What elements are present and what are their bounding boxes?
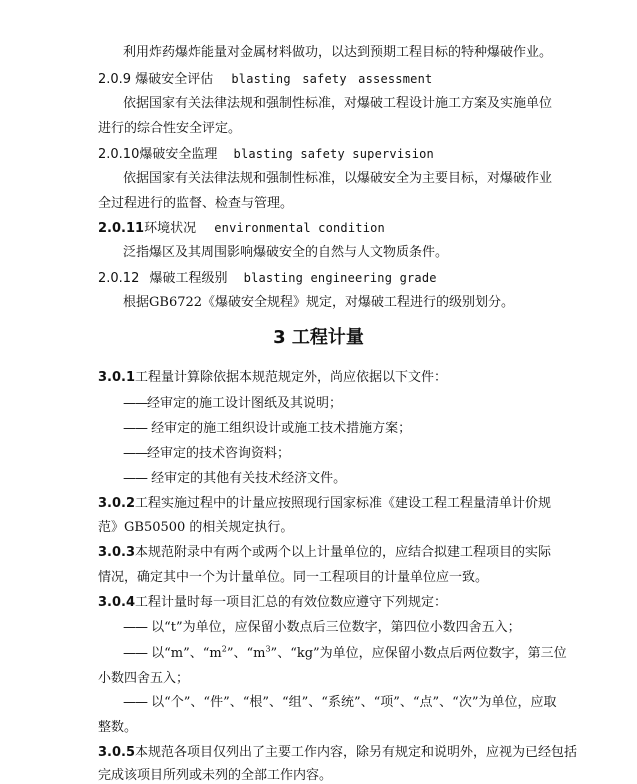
definition-body-line: 全过程进行的监督、检查与管理。 xyxy=(98,196,294,211)
clause-number: 3.0.4 xyxy=(98,595,136,610)
clause-3-0-4 xyxy=(98,595,447,611)
clause-text: 工程计量时每一项目汇总的有效位数应遵守下列规定： xyxy=(135,595,448,610)
clause-text: 本规范附录中有两个或两个以上计量单位的，应结合拟建工程项目的实际 xyxy=(135,545,552,560)
list-item xyxy=(123,695,556,711)
clause-number: 3.0.3 xyxy=(98,545,136,560)
definition-term-2-0-10 xyxy=(98,146,434,162)
clause-3-0-3 xyxy=(98,545,551,561)
term-chinese: 环境状况 xyxy=(144,221,197,236)
dash-marker: —— xyxy=(123,620,147,635)
section-heading: 3 工程计量 xyxy=(273,327,364,348)
clause-number: 2.0.11 xyxy=(98,221,145,236)
term-english: environmental condition xyxy=(214,221,385,235)
clause-number: 3.0.2 xyxy=(98,496,136,511)
term-chinese: 爆破工程级别 xyxy=(149,271,228,286)
list-item-text: 经审定的施工组织设计或施工技术措施方案； xyxy=(147,421,412,436)
list-item-text: 经审定的技术咨询资料； xyxy=(147,446,291,461)
clause-3-0-2 xyxy=(98,496,551,512)
clause-continuation: 完成该项目所列或未列的全部工作内容。 xyxy=(98,768,333,783)
clause-continuation: 范》GB50500 的相关规定执行。 xyxy=(98,520,294,535)
definition-body-line: 根据GB6722《爆破安全规程》规定，对爆破工程进行的级别划分。 xyxy=(123,295,515,310)
clause-number: 3.0.5 xyxy=(98,745,136,760)
definition-body-line: 依据国家有关法律法规和强制性标准，对爆破工程设计施工方案及实施单位 xyxy=(123,96,553,111)
clause-text: 工程量计算除依据本规范规定外，尚应依据以下文件： xyxy=(135,370,448,385)
list-item-text: 经审定的其他有关技术经济文件。 xyxy=(147,471,347,486)
clause-number: 2.0.9 xyxy=(98,72,132,87)
list-item xyxy=(123,471,346,487)
dash-marker: —— xyxy=(123,421,147,436)
term-english: blasting safety assessment xyxy=(231,72,433,86)
term-chinese: 爆破安全评估 xyxy=(135,72,214,87)
list-item-text: 以“m”、“$m^2$”、“$m^3$”、“kg”为单位，应保留小数点后两位数字，第三位 xyxy=(147,644,567,661)
definition-term-2-0-9 xyxy=(98,71,432,87)
clause-number: 2.0.10 xyxy=(98,147,140,162)
definition-body-line: 利用炸药爆炸能量对金属材料做功，以达到预期工程目标的特种爆破作业。 xyxy=(123,45,553,60)
clause-number: 3.0.1 xyxy=(98,370,136,385)
definition-body-line: 泛指爆区及其周围影响爆破安全的自然与人文物质条件。 xyxy=(123,245,449,260)
clause-continuation: 小数四舍五入； xyxy=(98,671,190,686)
dash-marker: —— xyxy=(123,396,147,411)
term-english: blasting safety supervision xyxy=(233,147,434,161)
list-item-text: 以“t”为单位，应保留小数点后三位数字，第四位小数四舍五入； xyxy=(147,620,521,635)
dash-marker: —— xyxy=(123,446,147,461)
dash-marker: —— xyxy=(123,695,147,710)
term-english: blasting engineering grade xyxy=(243,271,437,285)
clause-number: 2.0.12 xyxy=(98,271,140,286)
dash-marker: —— xyxy=(123,471,147,486)
definition-body-line: 依据国家有关法律法规和强制性标准，以爆破安全为主要目标，对爆破作业 xyxy=(123,171,553,186)
definition-term-2-0-12 xyxy=(98,270,437,286)
clause-3-0-5 xyxy=(98,745,577,761)
list-item xyxy=(123,620,521,636)
list-item-text: 以“个”、“件”、“根”、“组”、“系统”、“项”、“点”、“次”为单位，应取 xyxy=(147,695,557,710)
definition-term-2-0-11 xyxy=(98,220,385,236)
definition-body-line: 进行的综合性安全评定。 xyxy=(98,121,242,136)
list-item xyxy=(123,421,411,437)
clause-text: 本规范各项目仅列出了主要工作内容，除另有规定和说明外，应视为已经包括 xyxy=(135,745,578,760)
clause-continuation: 情况，确定其中一个为计量单位。同一工程项目的计量单位应一致。 xyxy=(98,570,489,585)
list-item-text: 经审定的施工设计图纸及其说明； xyxy=(147,396,343,411)
list-item xyxy=(123,646,567,662)
clause-3-0-1 xyxy=(98,370,447,386)
list-item xyxy=(123,446,290,462)
clause-continuation: 整数。 xyxy=(98,720,138,735)
term-chinese: 爆破安全监理 xyxy=(139,147,218,162)
clause-text: 工程实施过程中的计量应按照现行国家标准《建设工程工程量清单计价规 xyxy=(135,496,552,511)
list-item xyxy=(123,396,342,412)
dash-marker: —— xyxy=(123,646,147,661)
